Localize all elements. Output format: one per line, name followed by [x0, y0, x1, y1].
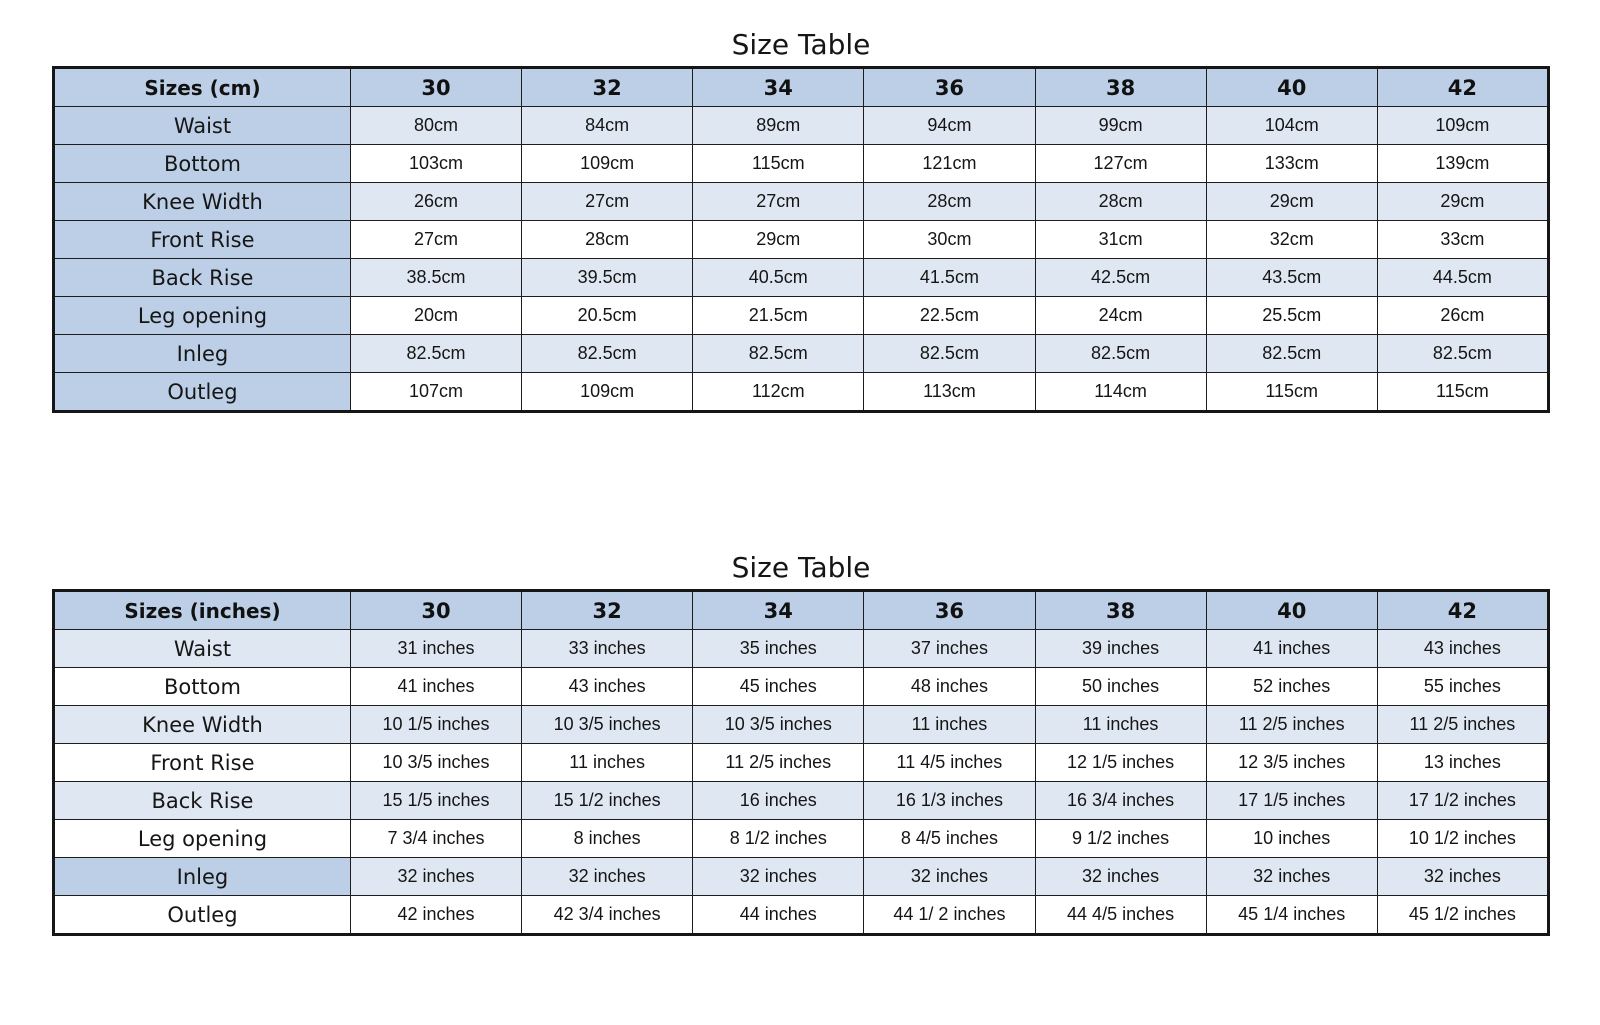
table-cell: 45 1/4 inches: [1206, 896, 1377, 935]
row-label-bottom: Bottom: [54, 145, 351, 183]
table-cell: 16 1/3 inches: [864, 782, 1035, 820]
table-cell: 10 inches: [1206, 820, 1377, 858]
table-cell: 21.5cm: [693, 297, 864, 335]
table-cell: 103cm: [350, 145, 521, 183]
table-cell: 29cm: [1206, 183, 1377, 221]
table-cell: 127cm: [1035, 145, 1206, 183]
inches-column-header: 32: [522, 591, 693, 630]
table-cell: 52 inches: [1206, 668, 1377, 706]
table-cell: 113cm: [864, 373, 1035, 412]
cm-column-header: 42: [1377, 68, 1548, 107]
table-cell: 10 1/2 inches: [1377, 820, 1548, 858]
table-cell: 35 inches: [693, 630, 864, 668]
table-cell: 32 inches: [522, 858, 693, 896]
table-cell: 11 4/5 inches: [864, 744, 1035, 782]
inches-header-row: [54, 591, 1549, 630]
table-cell: 94cm: [864, 107, 1035, 145]
table-cell: 9 1/2 inches: [1035, 820, 1206, 858]
table-cell: 26cm: [1377, 297, 1548, 335]
inches-column-header: 36: [864, 591, 1035, 630]
table-cell: 30cm: [864, 221, 1035, 259]
table-cell: 45 inches: [693, 668, 864, 706]
table-cell: 107cm: [350, 373, 521, 412]
inches-column-header: 38: [1035, 591, 1206, 630]
table-cell: 10 3/5 inches: [693, 706, 864, 744]
table-cell: 27cm: [522, 183, 693, 221]
table-cell: 28cm: [864, 183, 1035, 221]
table-cell: 10 1/5 inches: [350, 706, 521, 744]
table-cell: 43.5cm: [1206, 259, 1377, 297]
row-label-leg-opening: Leg opening: [54, 297, 351, 335]
table-cell: 84cm: [522, 107, 693, 145]
table-cell: 11 inches: [1035, 706, 1206, 744]
table-cell: 121cm: [864, 145, 1035, 183]
table-cell: 32 inches: [1377, 858, 1548, 896]
table-cell: 45 1/2 inches: [1377, 896, 1548, 935]
table-cell: 104cm: [1206, 107, 1377, 145]
table-row: [54, 259, 1549, 297]
table-cell: 37 inches: [864, 630, 1035, 668]
table-cell: 8 4/5 inches: [864, 820, 1035, 858]
table-cell: 16 inches: [693, 782, 864, 820]
table-row: [54, 221, 1549, 259]
table-cell: 29cm: [693, 221, 864, 259]
table-cell: 43 inches: [1377, 630, 1548, 668]
table-cell: 11 inches: [522, 744, 693, 782]
table-cell: 41 inches: [1206, 630, 1377, 668]
table-cell: 15 1/2 inches: [522, 782, 693, 820]
table-cell: 33cm: [1377, 221, 1548, 259]
table-cell: 8 1/2 inches: [693, 820, 864, 858]
table-cell: 24cm: [1035, 297, 1206, 335]
cm-size-table: [52, 66, 1550, 413]
table-cell: 33 inches: [522, 630, 693, 668]
cm-column-header: 32: [522, 68, 693, 107]
table-cell: 39 inches: [1035, 630, 1206, 668]
table-row: [54, 820, 1549, 858]
table-cell: 82.5cm: [522, 335, 693, 373]
table-cell: 89cm: [693, 107, 864, 145]
inches-column-header: 40: [1206, 591, 1377, 630]
table-cell: 10 3/5 inches: [522, 706, 693, 744]
table-cell: 109cm: [1377, 107, 1548, 145]
table-cell: 80cm: [350, 107, 521, 145]
row-label-inleg: Inleg: [54, 335, 351, 373]
inches-header-label: Sizes (inches): [54, 591, 351, 630]
inches-column-header: 42: [1377, 591, 1548, 630]
table-cell: 10 3/5 inches: [350, 744, 521, 782]
row-label-waist: Waist: [54, 107, 351, 145]
row-label-leg-opening: Leg opening: [54, 820, 351, 858]
table-cell: 15 1/5 inches: [350, 782, 521, 820]
table-cell: 20cm: [350, 297, 521, 335]
table-row: [54, 183, 1549, 221]
table-cell: 32 inches: [1206, 858, 1377, 896]
cm-size-section: [52, 24, 1550, 413]
table-row: [54, 668, 1549, 706]
table-row: [54, 373, 1549, 412]
table-row: [54, 145, 1549, 183]
table-cell: 11 2/5 inches: [1377, 706, 1548, 744]
table-cell: 13 inches: [1377, 744, 1548, 782]
table-cell: 115cm: [693, 145, 864, 183]
table-cell: 50 inches: [1035, 668, 1206, 706]
table-cell: 32 inches: [350, 858, 521, 896]
table-cell: 31cm: [1035, 221, 1206, 259]
table-cell: 12 3/5 inches: [1206, 744, 1377, 782]
table-cell: 112cm: [693, 373, 864, 412]
table-cell: 44.5cm: [1377, 259, 1548, 297]
table-row: [54, 107, 1549, 145]
row-label-back-rise: Back Rise: [54, 259, 351, 297]
table-cell: 82.5cm: [1377, 335, 1548, 373]
table-row: [54, 630, 1549, 668]
table-cell: 82.5cm: [1206, 335, 1377, 373]
table-cell: 26cm: [350, 183, 521, 221]
table-cell: 11 2/5 inches: [693, 744, 864, 782]
table-cell: 17 1/5 inches: [1206, 782, 1377, 820]
inches-size-table: [52, 589, 1550, 936]
table-cell: 32 inches: [693, 858, 864, 896]
row-label-knee-width: Knee Width: [54, 706, 351, 744]
table-row: [54, 896, 1549, 935]
table-cell: 38.5cm: [350, 259, 521, 297]
table-cell: 44 1/ 2 inches: [864, 896, 1035, 935]
table-cell: 17 1/2 inches: [1377, 782, 1548, 820]
table-cell: 32 inches: [864, 858, 1035, 896]
row-label-back-rise: Back Rise: [54, 782, 351, 820]
table-cell: 28cm: [1035, 183, 1206, 221]
table-cell: 16 3/4 inches: [1035, 782, 1206, 820]
table-cell: 42.5cm: [1035, 259, 1206, 297]
table-cell: 8 inches: [522, 820, 693, 858]
table-cell: 27cm: [693, 183, 864, 221]
inches-column-header: 34: [693, 591, 864, 630]
table-cell: 55 inches: [1377, 668, 1548, 706]
table-cell: 115cm: [1377, 373, 1548, 412]
table-cell: 99cm: [1035, 107, 1206, 145]
table-cell: 44 4/5 inches: [1035, 896, 1206, 935]
row-label-knee-width: Knee Width: [54, 183, 351, 221]
table-cell: 115cm: [1206, 373, 1377, 412]
table-cell: 22.5cm: [864, 297, 1035, 335]
table-cell: 32cm: [1206, 221, 1377, 259]
table-cell: 40.5cm: [693, 259, 864, 297]
cm-column-header: 36: [864, 68, 1035, 107]
table-cell: 109cm: [522, 145, 693, 183]
table-cell: 7 3/4 inches: [350, 820, 521, 858]
table-cell: 27cm: [350, 221, 521, 259]
cm-header-row: [54, 68, 1549, 107]
table-cell: 11 2/5 inches: [1206, 706, 1377, 744]
row-label-outleg: Outleg: [54, 373, 351, 412]
table-cell: 42 inches: [350, 896, 521, 935]
cm-header-label: Sizes (cm): [54, 68, 351, 107]
table-cell: 44 inches: [693, 896, 864, 935]
cm-column-header: 34: [693, 68, 864, 107]
row-label-front-rise: Front Rise: [54, 221, 351, 259]
row-label-bottom: Bottom: [54, 668, 351, 706]
table-cell: 43 inches: [522, 668, 693, 706]
table-cell: 133cm: [1206, 145, 1377, 183]
cm-table-title: Size Table: [731, 28, 871, 61]
table-cell: 25.5cm: [1206, 297, 1377, 335]
row-label-inleg: Inleg: [54, 858, 351, 896]
table-cell: 39.5cm: [522, 259, 693, 297]
table-row: [54, 782, 1549, 820]
table-cell: 28cm: [522, 221, 693, 259]
table-row: [54, 335, 1549, 373]
table-cell: 41.5cm: [864, 259, 1035, 297]
row-label-outleg: Outleg: [54, 896, 351, 935]
table-cell: 12 1/5 inches: [1035, 744, 1206, 782]
table-cell: 82.5cm: [693, 335, 864, 373]
table-cell: 48 inches: [864, 668, 1035, 706]
row-label-waist: Waist: [54, 630, 351, 668]
table-cell: 139cm: [1377, 145, 1548, 183]
table-row: [54, 297, 1549, 335]
table-cell: 32 inches: [1035, 858, 1206, 896]
inches-table-title: Size Table: [731, 551, 871, 584]
table-cell: 114cm: [1035, 373, 1206, 412]
table-cell: 82.5cm: [350, 335, 521, 373]
inches-size-section: [52, 547, 1550, 936]
table-cell: 109cm: [522, 373, 693, 412]
table-cell: 29cm: [1377, 183, 1548, 221]
table-cell: 42 3/4 inches: [522, 896, 693, 935]
table-row: [54, 744, 1549, 782]
inches-column-header: 30: [350, 591, 521, 630]
row-label-front-rise: Front Rise: [54, 744, 351, 782]
table-cell: 11 inches: [864, 706, 1035, 744]
table-row: [54, 706, 1549, 744]
table-cell: 41 inches: [350, 668, 521, 706]
cm-column-header: 40: [1206, 68, 1377, 107]
cm-column-header: 30: [350, 68, 521, 107]
table-cell: 20.5cm: [522, 297, 693, 335]
table-cell: 82.5cm: [1035, 335, 1206, 373]
table-row: [54, 858, 1549, 896]
table-cell: 82.5cm: [864, 335, 1035, 373]
cm-column-header: 38: [1035, 68, 1206, 107]
table-cell: 31 inches: [350, 630, 521, 668]
